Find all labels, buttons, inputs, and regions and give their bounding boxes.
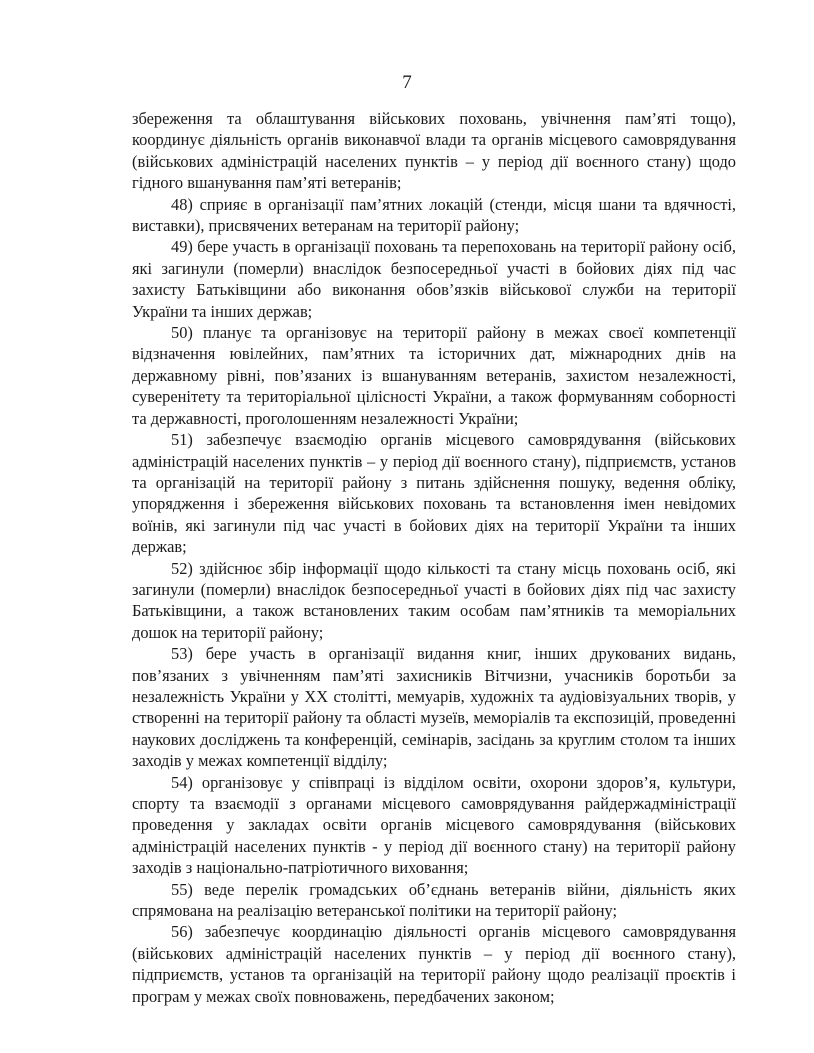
paragraph-text: бере участь в організації поховань та перепоховань на території району осіб, які загинули (померли) внаслідок безпосередньої участі в бойових діях під час захисту Батьківщини або виконання обов’язків військової служби на території України та інших держав;: [132, 237, 736, 321]
document-body: [132, 108, 736, 1007]
list-item-54: [132, 772, 736, 879]
list-item-56: [132, 921, 736, 1007]
item-number: 56): [171, 922, 205, 942]
item-number: 54): [171, 772, 202, 792]
paragraph-continuation: [132, 108, 736, 194]
list-item-48: [132, 194, 736, 237]
item-number: 53): [171, 644, 206, 664]
list-item-51: [132, 429, 736, 557]
item-number: 52): [171, 558, 200, 578]
page-number: 7: [402, 72, 412, 93]
paragraph-text: забезпечує взаємодію органів місцевого самоврядування (військових адміністрацій населених пунктів – у період дії воєнного стану), підприємств, установ та організацій на території району з питань здійснення пошуку, ведення обліку, упорядження і збереження військових поховань та встановлення імен невідомих воїнів, які загинули під час участі в бойових діях на території України та інших держав;: [132, 430, 736, 557]
list-item-55: [132, 879, 736, 922]
list-item-50: [132, 322, 736, 429]
item-number: 48): [171, 194, 200, 214]
item-number: 51): [171, 430, 207, 450]
paragraph-text: бере участь в організації видання книг, інших друкованих видань, пов’язаних з увічненням пам’яті захисників Вітчизни, учасників боротьби за незалежність України у ХХ столітті, мемуарів, художніх та аудіовізуальних творів, у створенні на території району та області музеїв, меморіалів та експозицій, проведенні наукових досліджень та конференцій, семінарів, засідань за круглим столом та інших заходів у межах компетенції відділу;: [132, 644, 736, 771]
paragraph-text: сприяє в організації пам’ятних локацій (стенди, місця шани та вдячності, виставки), присвячених ветеранам на території району;: [132, 194, 737, 236]
paragraph-text: здійснює збір інформації щодо кількості та стану місць поховань осіб, які загинули (померли) внаслідок безпосередньої участі в бойових діях під час захисту Батьківщини, а також встановлених таким особам пам’ятників та меморіальних дошок на території району;: [132, 558, 737, 642]
paragraph-text: веде перелік громадських об’єднань ветеранів війни, діяльність яких спрямована на реалізацію ветеранської політики на території району;: [132, 879, 736, 921]
paragraph-text: організовує у співпраці із відділом освіти, охорони здоров’я, культури, спорту та взаємодії з органами місцевого самоврядування райдержадміністрації проведення у закладах освіти органів місцевого самоврядування (військових адміністрацій населених пунктів - у період дії воєнного стану) на території району заходів з національно-патріотичного виховання;: [132, 772, 737, 878]
list-item-52: [132, 558, 736, 644]
item-number: 50): [171, 323, 203, 343]
paragraph-text: забезпечує координацію діяльності органів місцевого самоврядування (військових адміністрацій населених пунктів – у період дії воєнного стану), підприємств, установ та організацій на території району щодо реалізації проєктів і програм у межах своїх повноважень, передбачених законом;: [132, 922, 737, 1006]
item-number: 49): [171, 237, 198, 257]
paragraph-text: планує та організовує на території району в межах своєї компетенції відзначення ювілейних, пам’ятних та історичних дат, міжнародних днів на державному рівні, пов’язаних із вшануванням ветеранів, захистом незалежності, суверенітету та територіальної цілісності України, а також формуванням соборності та державності, проголошенням незалежності України;: [132, 323, 736, 428]
list-item-53: [132, 643, 736, 771]
item-number: 55): [171, 879, 205, 899]
list-item-49: [132, 236, 736, 322]
paragraph-text: збереження та облаштування військових поховань, увічнення пам’яті тощо), координує діяльність органів виконавчої влади та органів місцевого самоврядування (військових адміністрацій населених пунктів – у період дії воєнного стану) щодо гідного вшанування пам’яті ветеранів;: [132, 109, 736, 193]
